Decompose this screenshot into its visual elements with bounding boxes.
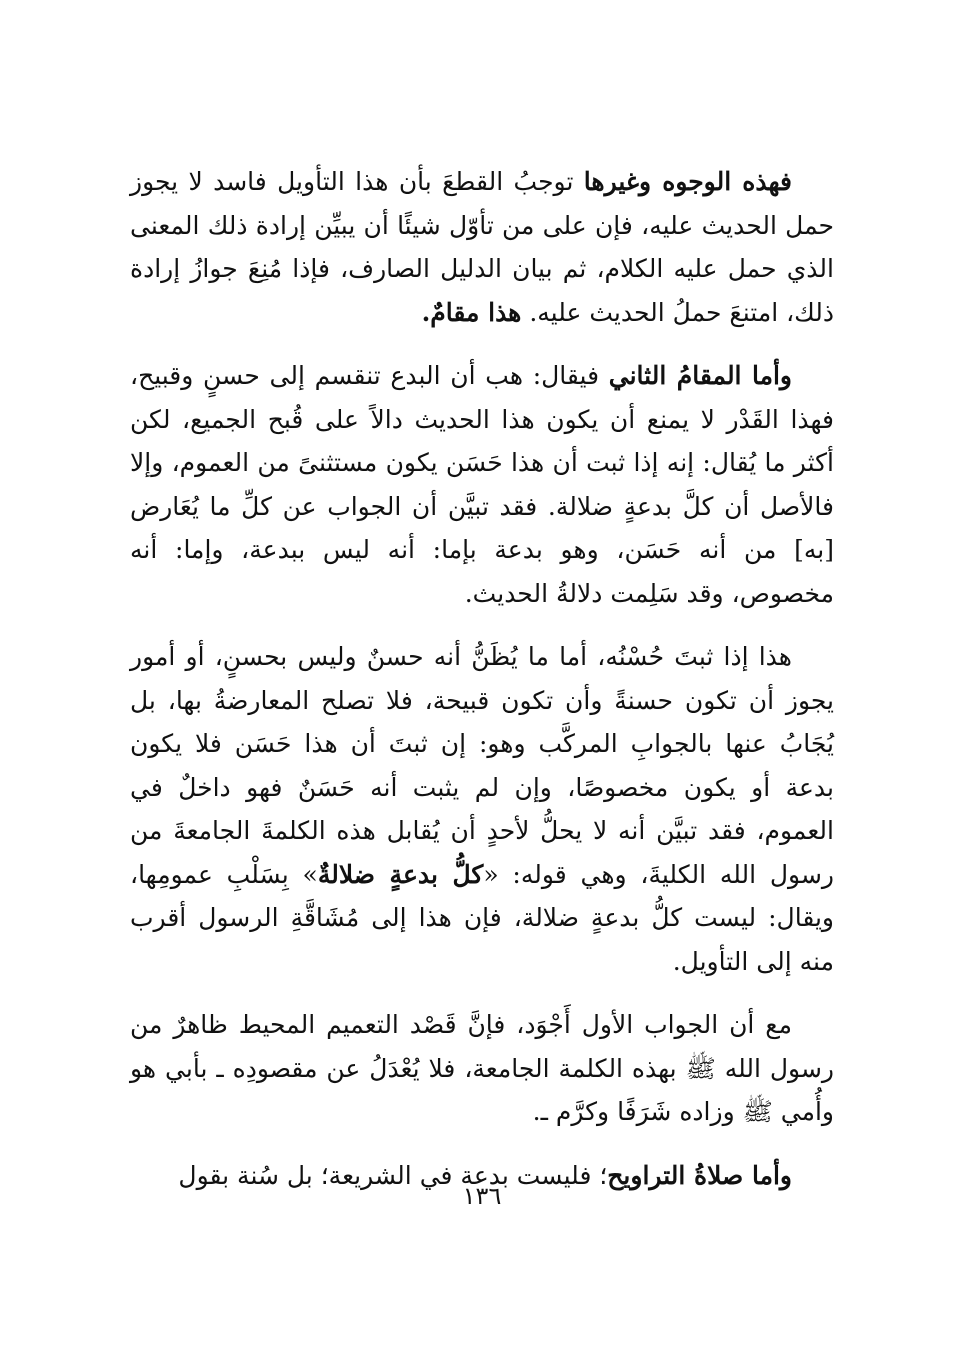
page-body xyxy=(130,160,834,1197)
paragraph-3-body-end: » بِسَلْبِ عمومِها، ويقال: ليست كلُّ بدعةٍ ضلالة، فإن هذا إلى مُشَاقَّةِ الرسول أقرب منه إلى التأويل. xyxy=(130,859,834,976)
paragraph-1-body: توجبُ القطعَ بأن هذا التأويل فاسد لا يجوز حمل الحديث عليه، فإن على من تأوّل شيئًا أن يبيِّن إرادة ذلك المعنى الذي حمل عليه الكلام، ثم بيان الدليل الصارف، فإذا مُنِعَ جوازُ إرادة ذلك، امتنعَ حملُ الحديث عليه. xyxy=(130,167,834,327)
paragraph-2 xyxy=(130,354,834,615)
paragraph-4 xyxy=(130,1003,834,1134)
paragraph-5-lead: وأما صلاةُ التراويح xyxy=(607,1160,792,1190)
paragraph-5-body: ؛ فليست بدعة في الشريعة؛ بل سُنة بقول xyxy=(178,1160,608,1190)
paragraph-2-body: فيقال: هب أن البدع تنقسم إلى حسنٍ وقبيح، فهذا القَدْر لا يمنع أن يكون هذا الحديث دالاً على قُبح الجميع، لكن أكثر ما يُقال: إنه إذا ثبت أن هذا حَسَن يكون مستثنىً من العموم، وإلا فالأصل أن كلَّ بدعةٍ ضلالة. فقد تبيَّن أن الجواب عن كلِّ ما يُعَارض [به] من أنه حَسَن، وهو بدعة بإما: أنه ليس ببدعة، وإما: أنه مخصوص، وقد سَلِمت دلالةُ الحديث. xyxy=(130,361,834,608)
paragraph-1-closing: هذا مقامٌ. xyxy=(421,297,522,327)
paragraph-2-lead: وأما المقامُ الثاني xyxy=(608,361,792,390)
page-number: ١٣٦ xyxy=(462,1182,502,1210)
paragraph-3-body-start: هذا إذا ثبتَ حُسْنُه، أما ما يُظَنُّ أنه حسنٌ وليس بحسنٍ، أو أمور يجوز أن تكون حسنةً وأن تكون قبيحة، فلا تصلح المعارضةُ بها، بل يُجَابُ عنها بالجوابِ المركَّب وهو: إن ثبتَ أن هذا حَسَن فلا يكون بدعة أو يكون مخصوصًا، وإن لم يثبت أنه حَسَنٌ فهو داخلٌ في العموم، فقد تبيَّن أنه لا يحلُّ لأحدٍ أن يُقابل هذه الكلمةَ الجامعةَ من رسول الله الكليةَ، وهي قوله: « xyxy=(130,642,834,889)
paragraph-4-body: مع أن الجواب الأول أَجْوَد، فإنَّ قَصْد التعميم المحيط ظاهرٌ من رسول الله ﷺ بهذه الكلمة الجامعة، فلا يُعْدَلُ عن مقصودِه ـ بأبي هو وأُمي ﷺ وزاده شَرَفًا وكرَّم ـ. xyxy=(130,1010,834,1126)
paragraph-3 xyxy=(130,635,834,983)
paragraph-1 xyxy=(130,160,834,334)
paragraph-1-lead: فهذه الوجوه وغيرها xyxy=(583,167,792,196)
paragraph-3-hadith-quote: كلُّ بدعةٍ ضلالةٌ xyxy=(317,859,484,889)
